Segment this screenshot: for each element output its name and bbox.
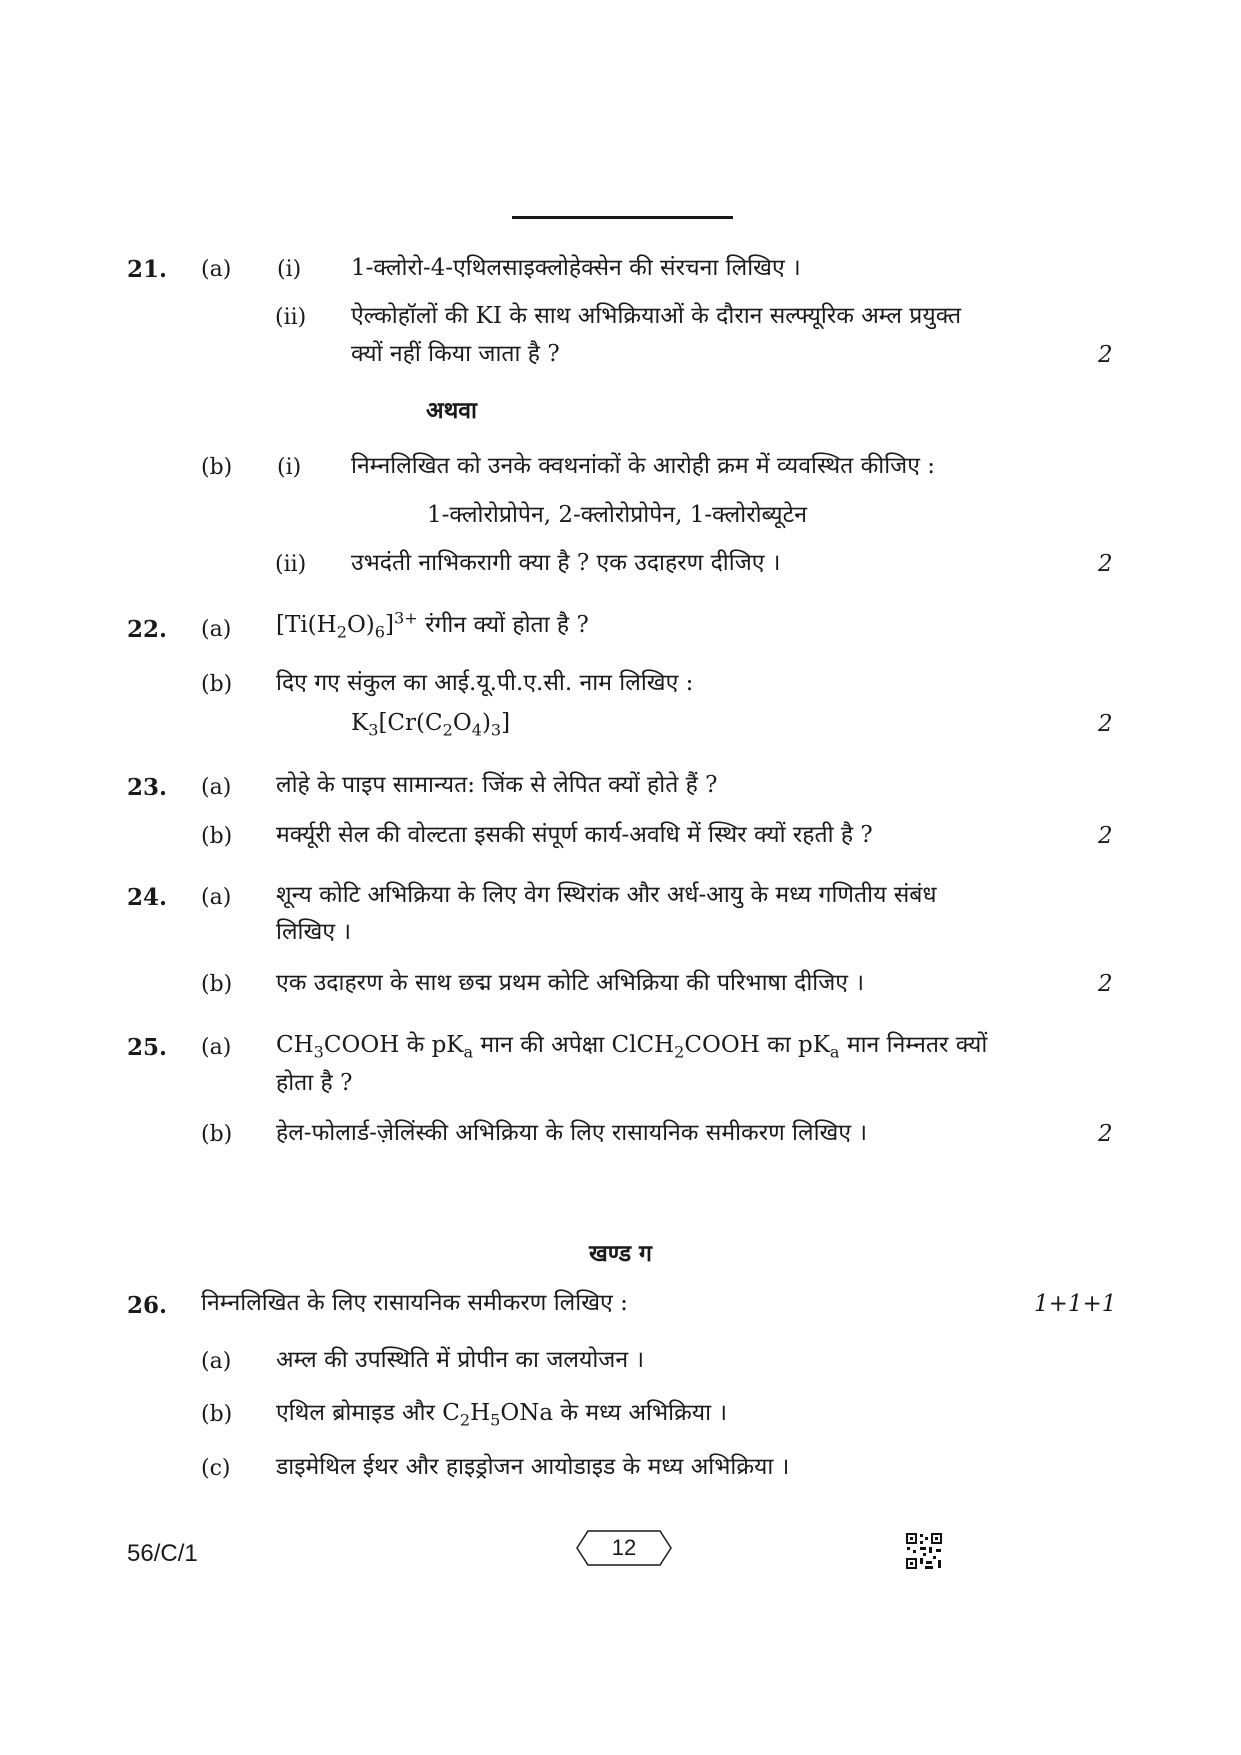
q26-part-b-label: (b): [201, 1402, 233, 1427]
q21-a-i-label: (i): [277, 257, 302, 282]
q21-b-i-label: (i): [277, 455, 302, 480]
q21-a-marks: 2: [1098, 342, 1113, 368]
question-number-22: 22.: [127, 616, 168, 643]
q22-a-text: $[Ti(H_2O)_6]^{3+}$ रंगीन क्यों होता है ?: [276, 608, 589, 642]
q23-marks: 2: [1098, 823, 1113, 849]
section-divider-line: [512, 216, 733, 219]
q26-part-a-label: (a): [201, 1349, 232, 1374]
q22-b-formula: $K_3[Cr(C_2O_4)_3]$: [351, 710, 511, 740]
q24-marks: 2: [1098, 971, 1113, 997]
question-number-21: 21.: [127, 256, 168, 283]
q26-a-text: अम्ल की उपस्थिति में प्रोपीन का जलयोजन ।: [276, 1347, 645, 1373]
page-number: 12: [611, 1535, 637, 1560]
page-number-badge: [576, 1530, 672, 1566]
q26-text: निम्नलिखित के लिए रासायनिक समीकरण लिखिए :: [201, 1290, 628, 1316]
q22-part-b-label: (b): [201, 672, 233, 697]
q22-marks: 2: [1098, 711, 1113, 737]
question-number-24: 24.: [127, 884, 168, 911]
question-number-26: 26.: [127, 1292, 168, 1319]
q21-b-ii-text: उभदंती नाभिकरागी क्या है ? एक उदाहरण दीजिए ।: [351, 550, 781, 576]
q24-a-line1: शून्य कोटि अभिक्रिया के लिए वेग स्थिरांक और अर्ध-आयु के मध्य गणितीय संबंध: [276, 882, 937, 908]
q23-a-text: लोहे के पाइप सामान्यत: जिंक से लेपित क्यों होते हैं ?: [276, 772, 718, 798]
q21-b-marks: 2: [1098, 551, 1113, 577]
question-number-23: 23.: [127, 774, 168, 801]
q22-b-text: दिए गए संकुल का आई.यू.पी.ए.सी. नाम लिखिए :: [276, 670, 694, 696]
q25-a-line2: होता है ?: [276, 1070, 353, 1096]
qr-code-icon: [905, 1532, 943, 1570]
paper-code: 56/C/1: [127, 1540, 198, 1567]
q23-part-a-label: (a): [201, 775, 232, 800]
q22-part-a-label: (a): [201, 617, 232, 642]
q23-b-text: मर्क्यूरी सेल की वोल्टता इसकी संपूर्ण कार्य-अवधि में स्थिर क्यों रहती है ?: [276, 822, 873, 848]
q21-a-ii-line2: क्यों नहीं किया जाता है ?: [351, 341, 560, 367]
q21-a-ii-line1: ऐल्कोहॉलों की KI के साथ अभिक्रियाओं के दौरान सल्फ्यूरिक अम्ल प्रयुक्त: [351, 303, 962, 329]
q26-c-text: डाइमेथिल ईथर और हाइड्रोजन आयोडाइड के मध्य अभिक्रिया ।: [276, 1454, 790, 1480]
q26-marks: 1+1+1: [1034, 1291, 1117, 1317]
q24-part-b-label: (b): [201, 972, 233, 997]
q21-b-i-text: निम्नलिखित को उनके क्वथनांकों के आरोही क्रम में व्यवस्थित कीजिए :: [351, 453, 936, 479]
q21-part-a-label: (a): [201, 257, 232, 282]
or-label: अथवा: [426, 397, 478, 424]
q25-a-line1: $CH_3COOH$ के $pK_a$ मान की अपेक्षा ClCH$_2$COOH का $pK_a$ मान निम्नतर क्यों: [276, 1032, 988, 1062]
q21-b-ii-label: (ii): [275, 552, 307, 577]
q26-part-c-label: (c): [201, 1456, 231, 1481]
q26-b-text: एथिल ब्रोमाइड और $C_2H_5ONa$ के मध्य अभिक्रिया ।: [276, 1400, 728, 1430]
section-c-heading: खण्ड ग: [588, 1240, 652, 1267]
q25-b-text: हेल-फोलार्ड-ज़ेलिंस्की अभिक्रिया के लिए रासायनिक समीकरण लिखिए ।: [276, 1120, 868, 1146]
q21-a-ii-label: (ii): [275, 305, 307, 330]
q21-b-i-compounds: 1-क्लोरोप्रोपेन, 2-क्लोरोप्रोपेन, 1-क्लोरोब्यूटेन: [427, 502, 807, 528]
q25-part-b-label: (b): [201, 1122, 233, 1147]
q25-marks: 2: [1098, 1121, 1113, 1147]
q25-part-a-label: (a): [201, 1035, 232, 1060]
q24-part-a-label: (a): [201, 885, 232, 910]
q21-a-i-text: 1-क्लोरो-4-एथिलसाइक्लोहेक्सेन की संरचना लिखिए ।: [351, 255, 801, 281]
q21-part-b-label: (b): [201, 455, 233, 480]
q24-a-line2: लिखिए ।: [276, 919, 352, 945]
question-number-25: 25.: [127, 1034, 168, 1061]
q23-part-b-label: (b): [201, 824, 233, 849]
q24-b-text: एक उदाहरण के साथ छद्म प्रथम कोटि अभिक्रिया की परिभाषा दीजिए ।: [276, 970, 865, 996]
